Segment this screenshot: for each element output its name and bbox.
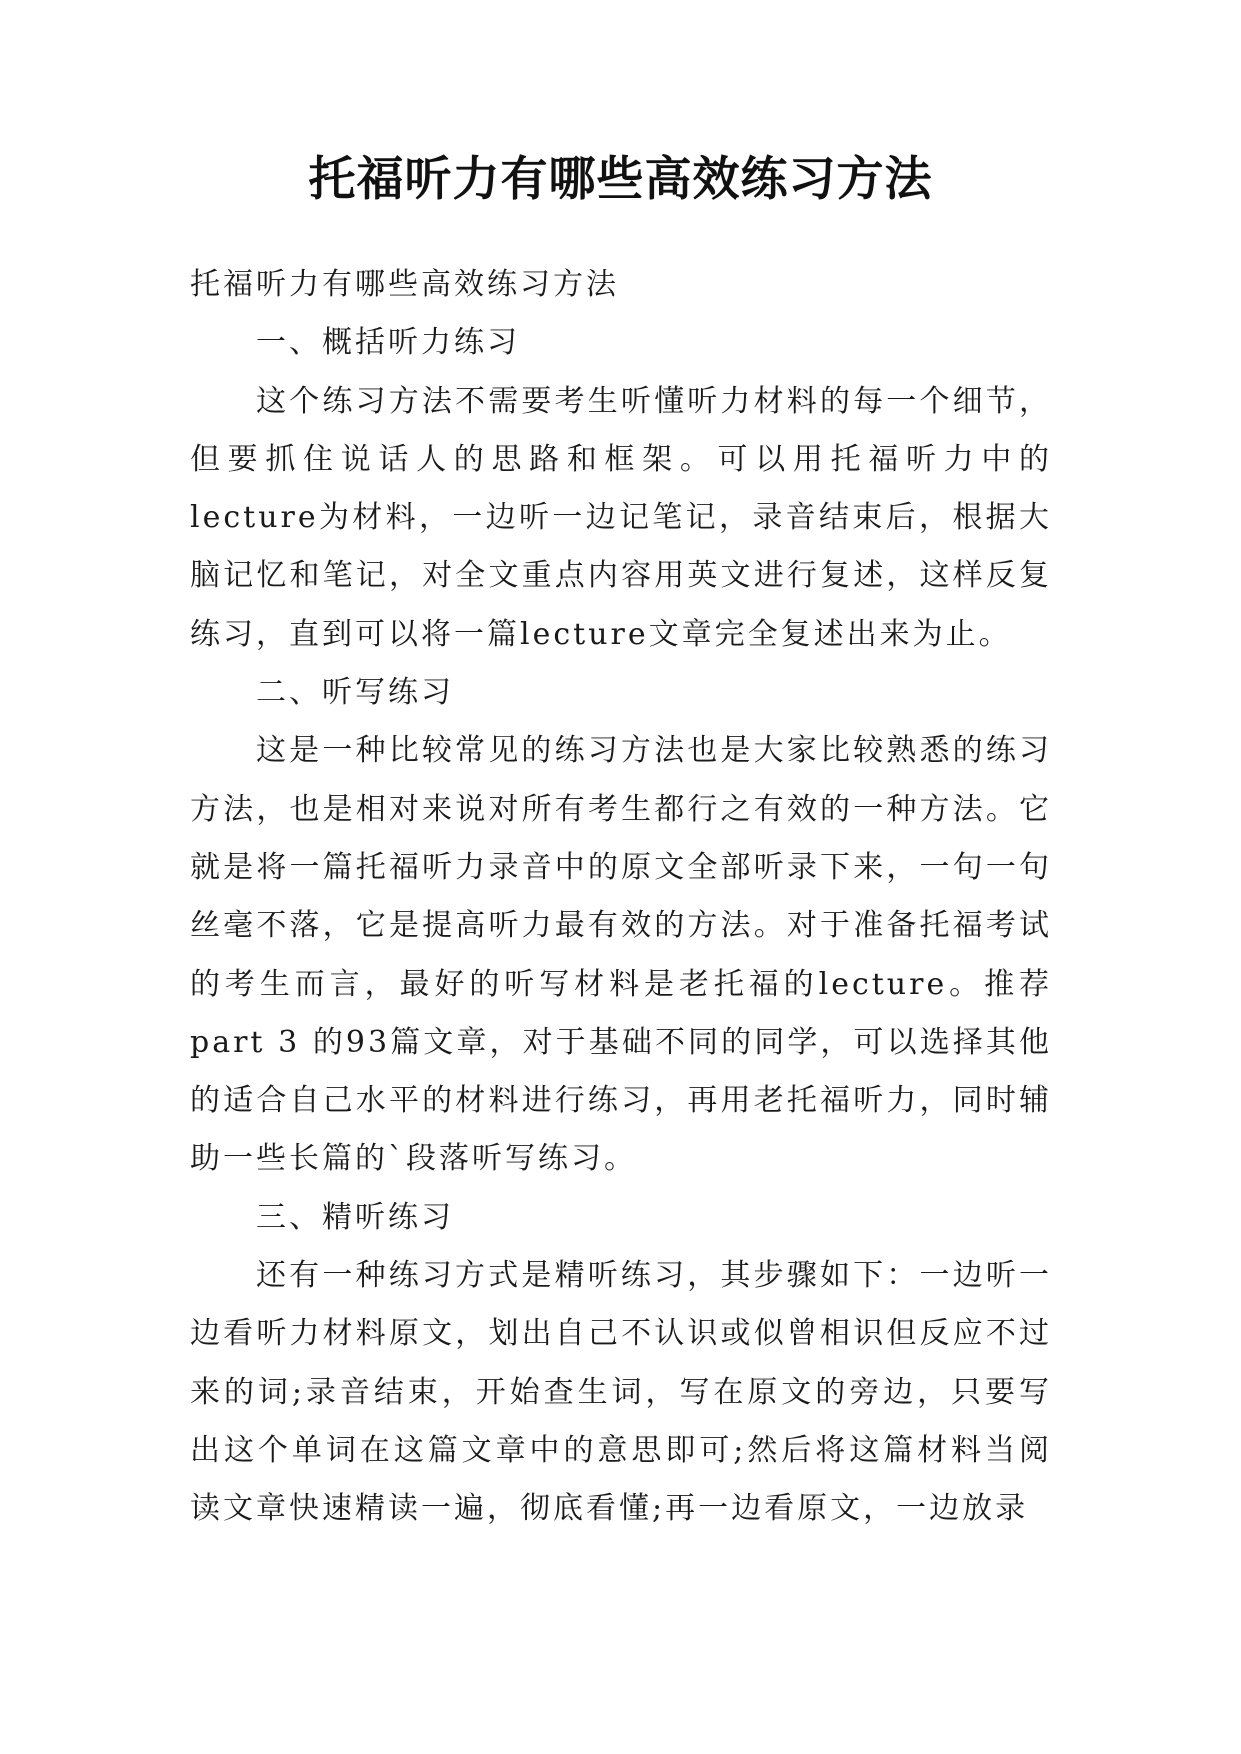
body-paragraph: 这是一种比较常见的练习方法也是大家比较熟悉的练习方法，也是相对来说对所有考生都行之有效的一种方法。它就是将一篇托福听力录音中的原文全部听录下来，一句一句丝毫不落，它是提高听力最有效的方法。对于准备托福考试的考生而言，最好的听写材料是老托福的lecture。推荐part 3 的93篇文章，对于基础不同的同学，可以选择其他的适合自己水平的材料进行练习，再用老托福听力，同时辅助一些长篇的`段落听写练习。 [190,733,1052,1177]
body-paragraph: 这个练习方法不需要考生听懂听力材料的每一个细节，但要抓住说话人的思路和框架。可以用托福听力中的lecture为材料，一边听一边记笔记，录音结束后，根据大脑记忆和笔记，对全文重点内容用英文进行复述，这样反复练习，直到可以将一篇lecture文章完全复述出来为止。 [190,383,1052,652]
section-heading-dictation: 二、听写练习 [256,675,454,711]
subtitle-paragraph: 托福听力有哪些高效练习方法 [190,267,619,302]
body-paragraph: 还有一种练习方式是精听练习，其步骤如下：一边听一边看听力材料原文，划出自己不认识或似曾相识但反应不过来的词;录音结束，开始查生词，写在原文的旁边，只要写出这个单词在这篇文章中的意思即可;然后将这篇材料当阅读文章快速精读一遍，彻底看懂;再一边看原文，一边放录 [190,1258,1052,1527]
section-heading-summary-listening: 一、概括听力练习 [256,325,520,361]
section-heading-intensive-listening: 三、精听练习 [256,1199,454,1235]
document-body [190,256,1052,1539]
document-title: 托福听力有哪些高效练习方法 [308,152,933,207]
